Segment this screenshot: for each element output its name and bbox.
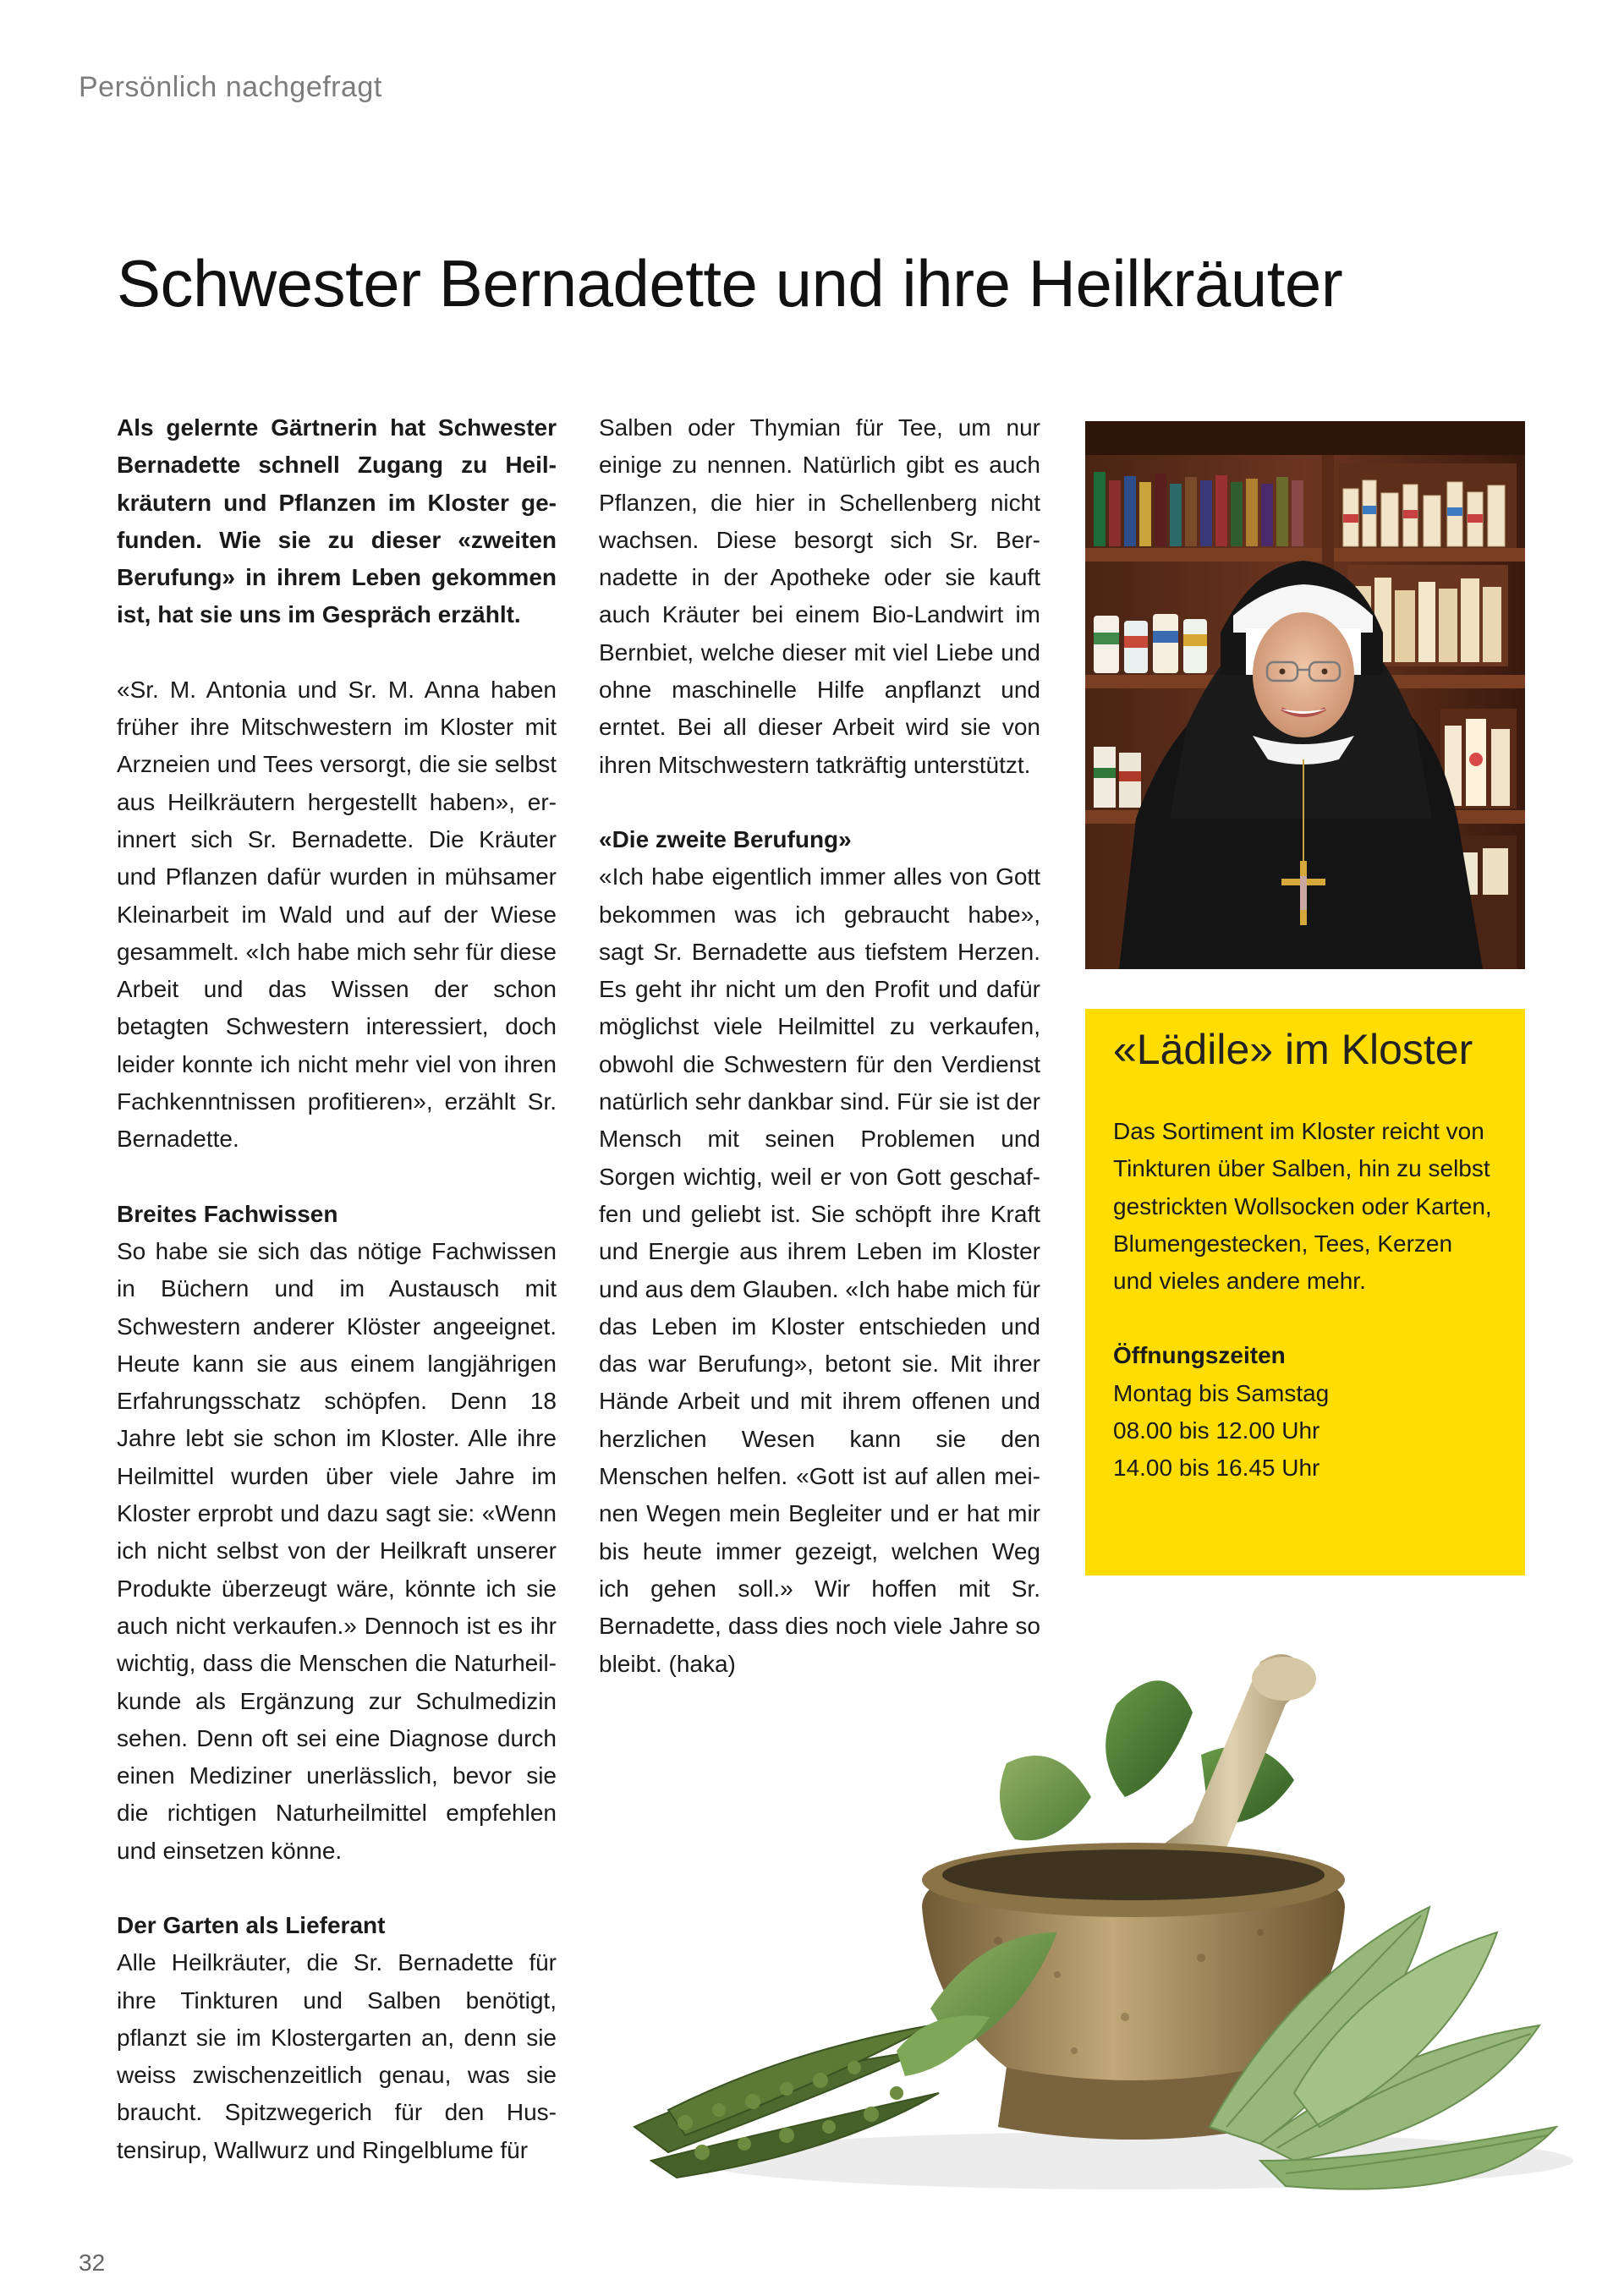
article-paragraph: «Sr. M. Antonia und Sr. M. Anna haben früher ihre Mitschwestern im Kloster mit Arzneien und Tees versorgt, die sie selbst aus Heilkräutern hergestellt haben», erinnert sich Sr. Bernadette. Die Kräuter und Pflanzen dafür wurden in mühsamer Kleinarbeit im Wald und auf der Wiese gesammelt. «Ich habe mich sehr für diese Arbeit und das Wissen der schon betagten Schwestern interessiert, doch leider konnte ich nicht mehr viel von ihren Fachkenntnissen profitieren», erzählt Sr. Bernadette. <box>117 676 557 1153</box>
article-paragraph: «Ich habe eigentlich immer alles von Gott bekommen was ich gebraucht habe», sagt Sr. Bernadette aus tiefstem Herzen. Es geht ihr nicht um den Profit und dafür möglichst viele Heilmittel zu verkaufen, obwohl die Schwestern für den Verdienst natürlich sehr dankbar sind. Für sie ist der Mensch mit seinen Problemen und Sorgen wichtig, weil er von Gott geschaffen und geliebt ist. Sie schöpft ihre Kraft und Energie aus ihrem Leben im Kloster und aus dem Glauben. «Ich habe mich für das Leben im Kloster entschieden und das war Berufung», betont sie. Mit ihrer Hände Arbeit und mit ihrem offenen und herzlichen Wesen kann sie den Menschen helfen. «Gott ist auf allen meinen Wegen mein Begleiter und er hat mir bis heute immer gezeigt, welchen Weg ich gehen soll.» Wir hoffen mit Sr. Bernadette, dass dies noch viele Jahre so bleibt. (haka) <box>599 863 1040 1677</box>
article-paragraph: Salben oder Thymian für Tee, um nur einige zu nennen. Natürlich gibt es auch Pflanzen, die hier in Schellenberg nicht wachsen. Diese besorgt sich Sr. Bernadette in der Apotheke oder sie kauft auch Kräuter bei einem Bio-Landwirt im Bernbiet, welche dieser mit viel Liebe und ohne maschinelle Hilfe anpflanzt und erntet. Bei all dieser Arbeit wird sie von ihren Mitschwestern tatkräftig unterstützt. <box>599 414 1040 778</box>
article-column-2 <box>599 409 1040 1683</box>
opening-hours-days: Montag bis Samstag <box>1113 1379 1330 1406</box>
article-lead: Als gelernte Gärtnerin hat Schwester Bernadette schnell Zugang zu Heilkräutern und Pflanzen im Kloster gefunden. Wie sie zu dieser «zweiten Berufung» in ihrem Leben gekommen ist, hat sie uns im Gespräch erzählt. <box>117 414 557 628</box>
opening-hours-morning: 08.00 bis 12.00 Uhr <box>1113 1417 1320 1444</box>
page-number: 32 <box>79 2249 106 2276</box>
nun-portrait-photo <box>1085 421 1525 969</box>
article-subheading: Der Garten als Lieferant <box>117 1911 386 1938</box>
section-label: Persönlich nachgefragt <box>79 71 382 103</box>
article-title: Schwester Bernadette und ihre Heilkräuter <box>117 246 1343 321</box>
info-box-body: Das Sortiment im Kloster reicht von Tinkturen über Salben, hin zu selbst gestrickten Wollsocken oder Karten, Blumengestecken, Tees, Kerzen und vieles andere mehr. <box>1113 1118 1492 1295</box>
opening-hours-title: Öffnungszeiten <box>1113 1342 1286 1369</box>
article-paragraph: Alle Heilkräuter, die Sr. Bernadette für ihre Tinkturen und Salben benötigt, pflanzt sie im Klostergarten an, denn sie weiss zwischenzeitlich genau, was sie braucht. Spitzwegerich für den Hustensirup, Wallwurz und Ringelblume für <box>117 1949 557 2163</box>
opening-hours-afternoon: 14.00 bis 16.45 Uhr <box>1113 1455 1320 1482</box>
herbs-mortar-image <box>617 1653 1582 2220</box>
info-box-title: «Lädile» im Kloster <box>1113 1026 1473 1073</box>
info-box <box>1085 1009 1525 1575</box>
article-subheading: Breites Fachwissen <box>117 1200 338 1227</box>
article-paragraph: So habe sie sich das nötige Fachwissen in Büchern und im Austausch mit Schwestern anderer Klöster angeeignet. Heute kann sie aus einem langjährigen Erfahrungsschatz schöpfen. Denn 18 Jahre lebt sie schon im Kloster. Alle ihre Heilmittel wurden über viele Jahre im Kloster erprobt und dazu sagt sie: «Wenn ich nicht selbst von der Heilkraft unserer Produkte überzeugt wäre, könnte ich sie auch nicht verkaufen.» Dennoch ist es ihr wichtig, dass die Menschen die Naturheilkunde als Ergänzung zur Schulmedizin sehen. Denn oft sei eine Diagnose durch einen Mediziner unerlässlich, bevor sie die richtigen Naturheilmittel empfehlen und einsetzen könne. <box>117 1237 557 1864</box>
article-column-1 <box>117 409 557 2169</box>
article-subheading: «Die zweite Berufung» <box>599 825 852 852</box>
